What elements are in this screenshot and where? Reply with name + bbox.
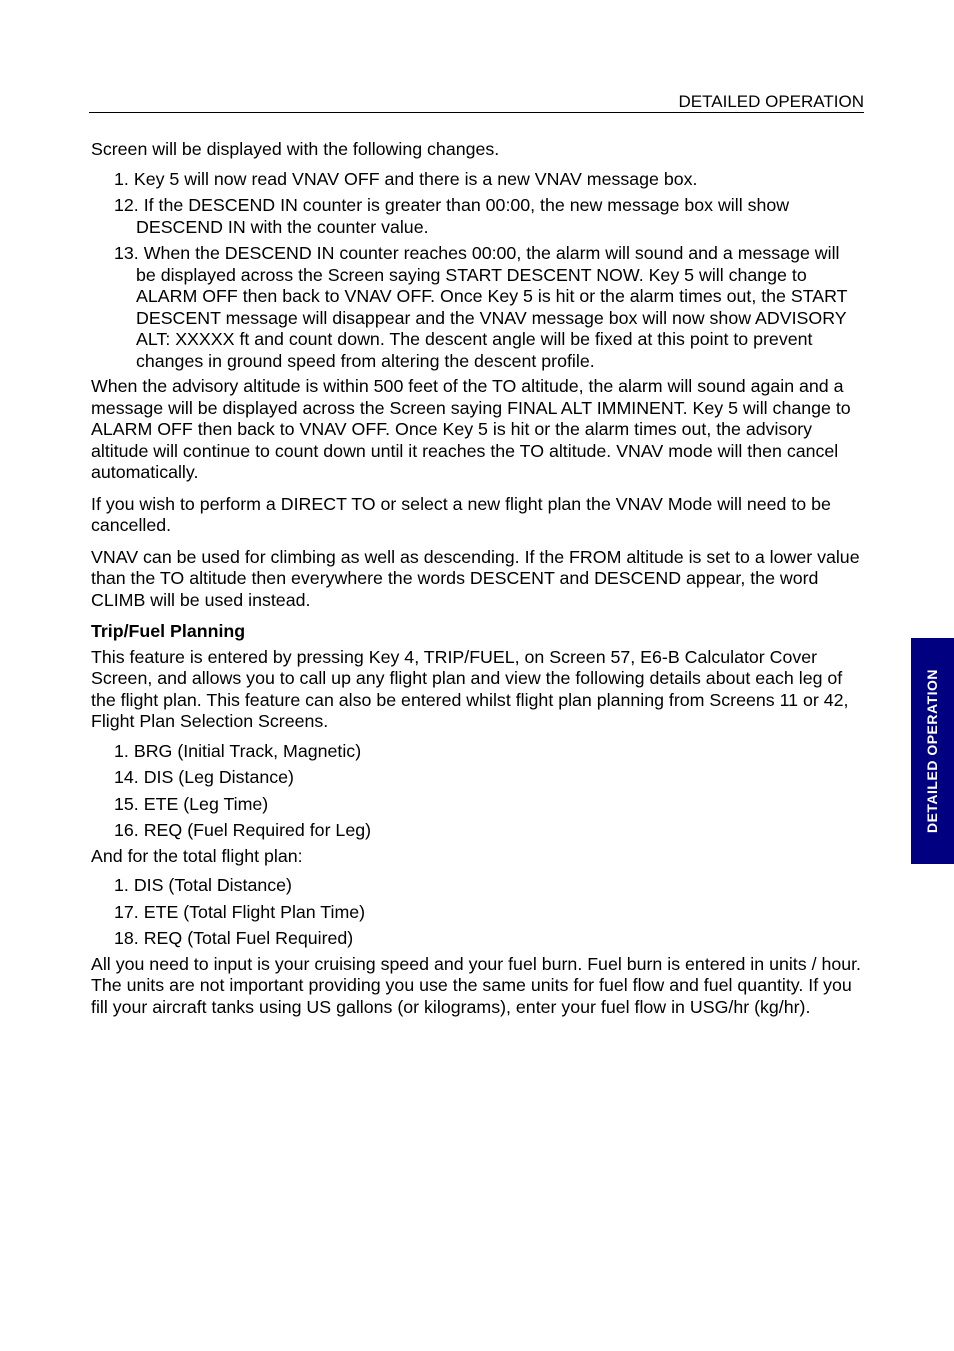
- page-content: [91, 139, 863, 1018]
- list-item: 17. ETE (Total Flight Plan Time): [114, 901, 366, 922]
- list-item: 14. DIS (Leg Distance): [114, 767, 294, 787]
- list-item: 13. When the DESCEND IN counter reaches 00:00, the alarm will sound and a message will be displayed across the Screen saying START DESCENT NOW. Key 5 will change to ALARM OFF then back to VNAV OFF. Once Key 5 is hit or the alarm times out, the START DESCENT message will disappear and the VNAV message box will now show ADVISORY ALT: XXXXX ft and count down. The descent angle will be fixed at this point to prevent changes in ground speed from altering the descent profile.: [114, 243, 848, 371]
- total-paragraph: And for the total flight plan:: [91, 845, 303, 866]
- direct-to-paragraph: If you wish to perform a DIRECT TO or select a new flight plan the VNAV Mode will need to be cancelled.: [91, 493, 831, 535]
- trip-paragraph: This feature is entered by pressing Key 4, TRIP/FUEL, on Screen 57, E6-B Calculator Cover Screen, and allows you to call up any flight plan and view the following details about each leg of the flight plan. This feature can also be entered whilst flight plan planning from Screens 11 or 42, Flight Plan Selection Screens.: [91, 646, 849, 731]
- advisory-paragraph: When the advisory altitude is within 500 feet of the TO altitude, the alarm will sound again and a message will be displayed across the Screen saying FINAL ALT IMMINENT. Key 5 will change to ALARM OFF then back to VNAV OFF. Once Key 5 is hit or the alarm times out, the advisory altitude will continue to count down until it reaches the TO altitude. VNAV mode will then cancel automatically.: [91, 376, 851, 482]
- section-side-tab: [911, 638, 954, 864]
- list-item: 15. ETE (Leg Time): [114, 793, 269, 814]
- vnav-changes-list: [91, 169, 863, 373]
- total-details-list: [91, 875, 863, 950]
- list-item: 1. Key 5 will now read VNAV OFF and there is a new VNAV message box.: [114, 168, 698, 189]
- fuel-paragraph: All you need to input is your cruising speed and your fuel burn. Fuel burn is entered in units / hour. The units are not important providing you use the same units for fuel flow and fuel quantity. If you fill your aircraft tanks using US gallons (or kilograms), enter your fuel flow in USG/hr (kg/hr).: [91, 953, 861, 1017]
- leg-details-list: [91, 741, 863, 842]
- side-tab-label: DETAILED OPERATION: [924, 668, 941, 834]
- intro-paragraph: Screen will be displayed with the following changes.: [91, 139, 500, 159]
- list-item: 1. DIS (Total Distance): [114, 875, 292, 895]
- list-item: 1. BRG (Initial Track, Magnetic): [114, 740, 362, 761]
- section-heading: Trip/Fuel Planning: [91, 621, 246, 641]
- section-title: DETAILED OPERATION: [678, 92, 864, 111]
- list-item: 18. REQ (Total Fuel Required): [114, 928, 354, 948]
- list-item: 16. REQ (Fuel Required for Leg): [114, 820, 372, 840]
- climb-paragraph: VNAV can be used for climbing as well as descending. If the FROM altitude is set to a lower value than the TO altitude then everywhere the words DESCENT and DESCEND appear, the word CLIMB will be used instead.: [91, 546, 860, 610]
- page-header: [89, 92, 864, 113]
- list-item: 12. If the DESCEND IN counter is greater than 00:00, the new message box will show DESCEND IN with the counter value.: [114, 195, 790, 237]
